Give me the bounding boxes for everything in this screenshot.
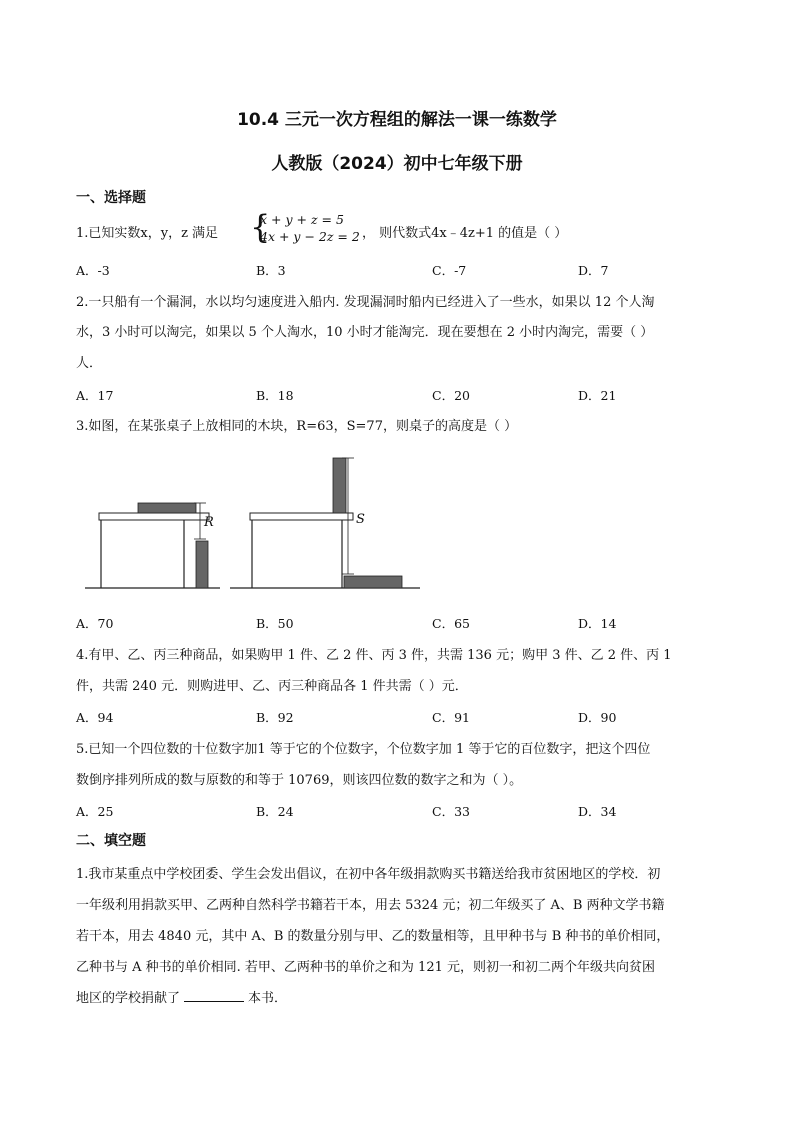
- section-heading-choice: 一、选择题: [76, 190, 146, 206]
- fill1-line-5-suffix: 本书．: [248, 991, 288, 1006]
- fill1-line-3: 若干本，用去 4840 元，其中 A、B 的数量分别与甲、乙的数量相等，且甲种书与 B 种书的单价相同，: [76, 929, 670, 944]
- q4-option-d: D．90: [578, 710, 617, 725]
- q1-option-c: C．-7: [432, 263, 467, 278]
- right-table-diagram: [230, 458, 420, 588]
- block-on-table: [138, 503, 196, 513]
- q1-option-a: A．-3: [76, 263, 110, 278]
- q3-option-b: B．50: [256, 616, 294, 631]
- q3-option-a: A．70: [76, 616, 114, 631]
- q5-line-2: 数倒序排列所成的数与原数的和等于 10769，则该四位数的数字之和为（ ）。: [76, 773, 523, 788]
- q4-option-c: C．91: [432, 710, 470, 725]
- fill1-line-5: [76, 987, 287, 1006]
- q4-option-a: A．94: [76, 710, 114, 725]
- q2-option-b: B．18: [256, 388, 294, 403]
- q2-line-3: 人．: [76, 356, 103, 371]
- fill1-line-1: 1.我市某重点中学校团委、学生会发出倡议，在初中各年级捐款购买书籍送给我市贫困地区的学校．初: [76, 867, 661, 882]
- q1-equation-1: x + y + z = 5: [260, 212, 344, 227]
- label-r: R: [204, 515, 214, 530]
- q1-option-d: D．7: [578, 263, 609, 278]
- q5-option-c: C．33: [432, 804, 470, 819]
- block-on-ground: [344, 576, 402, 588]
- table-top-right: [250, 513, 353, 520]
- q3-option-d: D．14: [578, 616, 617, 631]
- block-hanging: [196, 541, 208, 588]
- q2-line-1: 2.一只船有一个漏洞，水以均匀速度进入船内. 发现漏洞时船内已经进入了一些水，如果以 12 个人淘: [76, 295, 655, 310]
- q5-option-a: A．25: [76, 804, 114, 819]
- title-line-1: 10.4 三元一次方程组的解法一课一练数学: [237, 110, 557, 130]
- q5-line-1: 5.已知一个四位数的十位数字加1 等于它的个位数字，个位数字加 1 等于它的百位数字，把这个四位: [76, 742, 651, 757]
- title-line-2: 人教版（2024）初中七年级下册: [271, 154, 523, 174]
- q4-option-b: B．92: [256, 710, 294, 725]
- label-s: S: [356, 512, 365, 527]
- q1-prefix: 1.已知实数x，y，z 满足: [76, 226, 219, 241]
- left-brace-icon: {: [250, 208, 271, 246]
- left-table-diagram: [85, 503, 220, 588]
- fill1-line-5-prefix: 地区的学校捐献了: [76, 991, 181, 1006]
- table-top-left: [99, 513, 209, 520]
- q1-equation-system: [250, 208, 360, 246]
- q2-option-d: D．21: [578, 388, 617, 403]
- section-heading-fill: 二、填空题: [76, 833, 146, 849]
- q5-option-b: B．24: [256, 804, 294, 819]
- q3-figure: [80, 450, 430, 592]
- q3-option-c: C．65: [432, 616, 470, 631]
- q4-line-2: 件，共需 240 元．则购进甲、乙、丙三种商品各 1 件共需（ ）元．: [76, 679, 468, 694]
- block-standing: [333, 458, 346, 513]
- fill1-line-4: 乙种书与 A 种书的单价相同. 若甲、乙两种书的单价之和为 121 元，则初一和初二两个年级共向贫困: [76, 960, 655, 975]
- fill1-line-2: 一年级利用捐款买甲、乙两种自然科学书籍若干本，用去 5324 元；初二年级买了 A、B 两种文学书籍: [76, 898, 665, 913]
- q5-option-d: D．34: [578, 804, 617, 819]
- q1-equation-2: 4x + y − 2z = 2: [260, 229, 360, 244]
- answer-blank[interactable]: [184, 991, 244, 1002]
- q2-option-c: C．20: [432, 388, 470, 403]
- q3-line-1: 3.如图，在某张桌子上放相同的木块，R=63，S=77，则桌子的高度是（ ）: [76, 419, 518, 434]
- q2-line-2: 水，3 小时可以淘完，如果以 5 个人淘水，10 小时才能淘完．现在要想在 2 小时内淘完，需要（ ）: [76, 325, 654, 340]
- q1-suffix: ， 则代数式4x﹣4z+1 的值是（ ）: [362, 226, 568, 241]
- q1-option-b: B．3: [256, 263, 286, 278]
- q2-option-a: A．17: [76, 388, 114, 403]
- q4-line-1: 4.有甲、乙、丙三种商品，如果购甲 1 件、乙 2 件、丙 3 件，共需 136 元；购甲 3 件、乙 2 件、丙 1: [76, 648, 672, 663]
